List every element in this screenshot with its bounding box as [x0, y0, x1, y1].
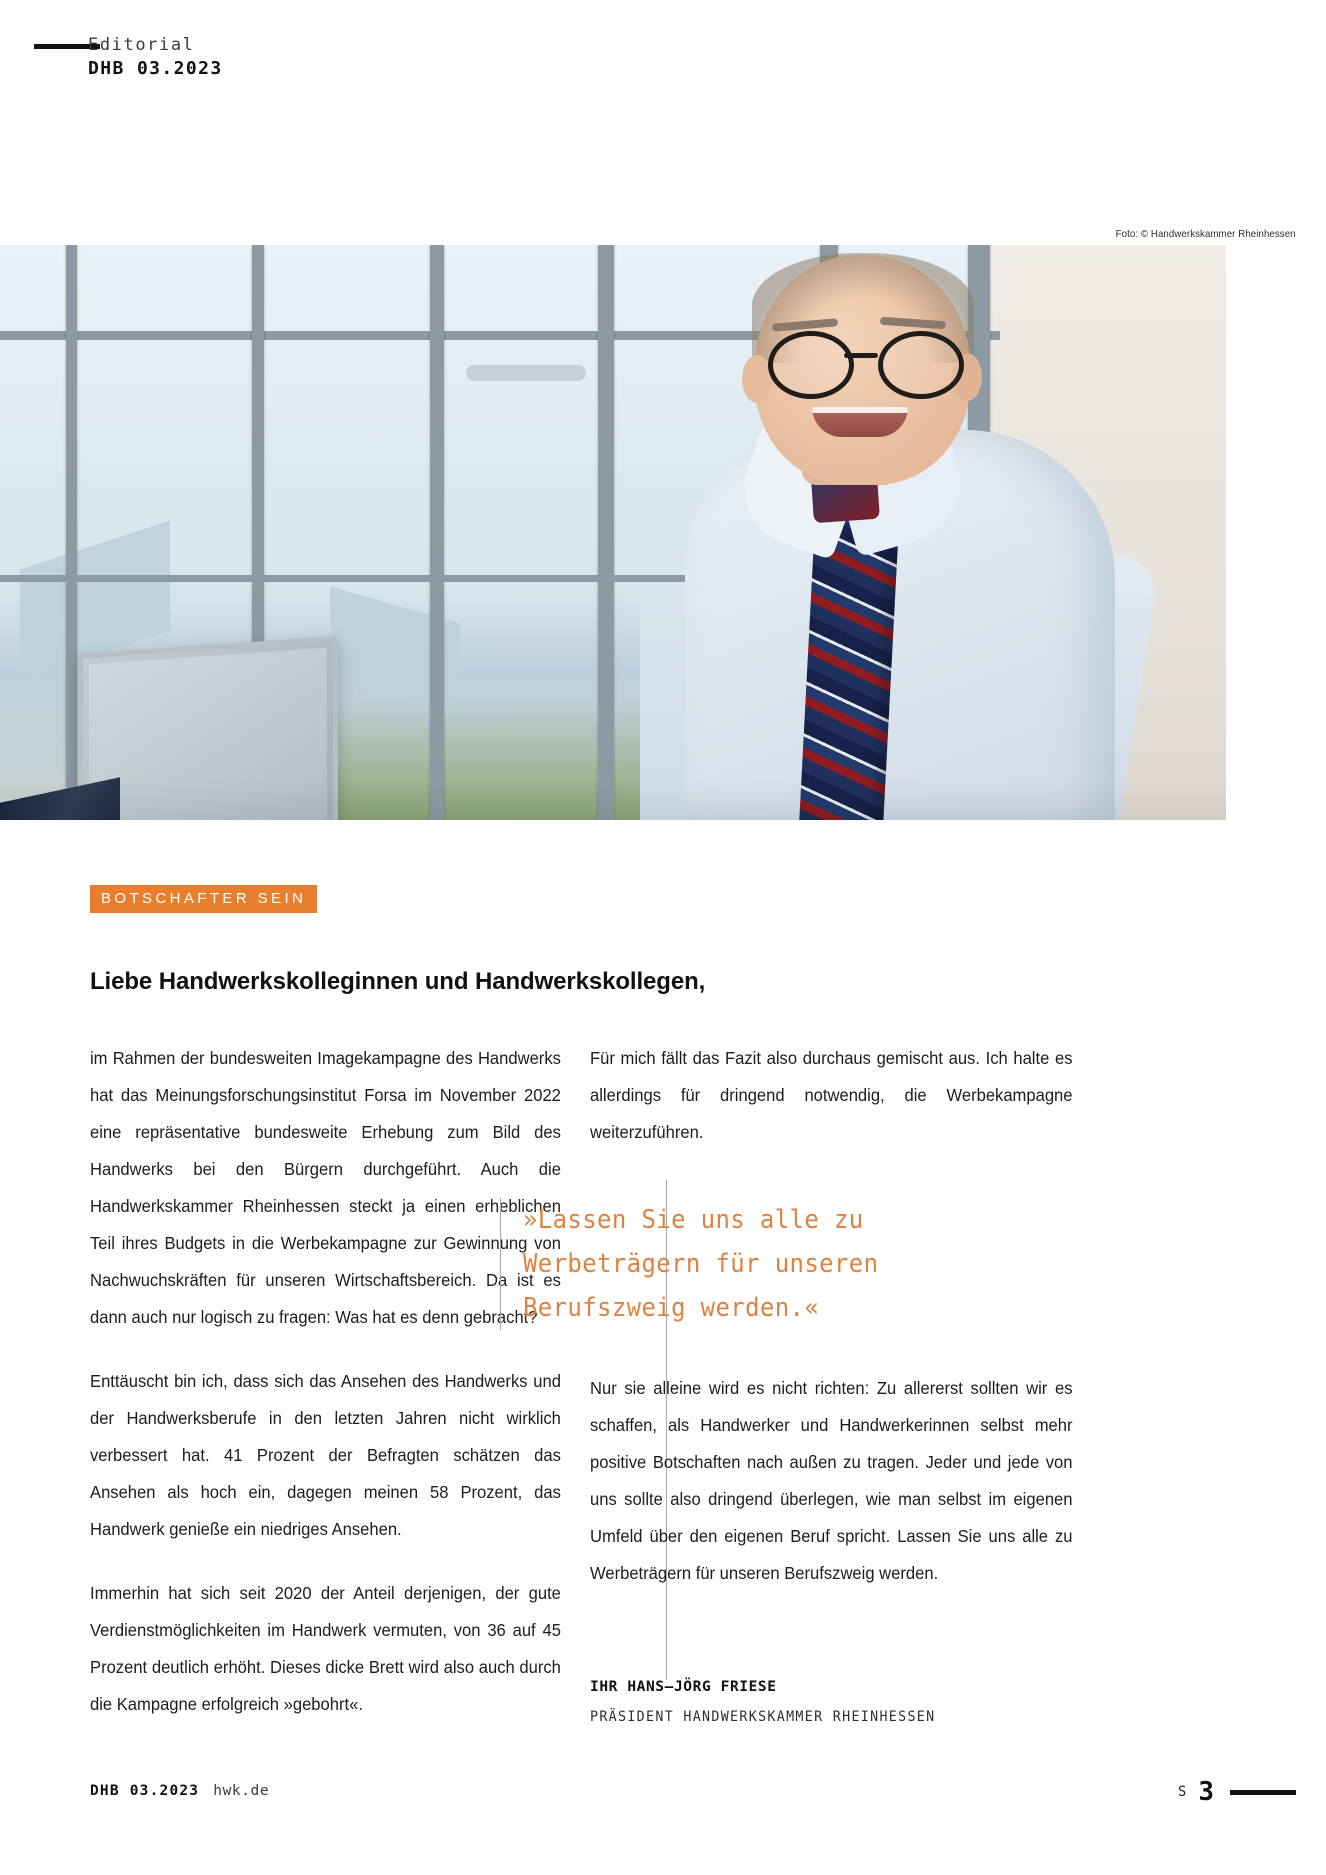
page-header: [0, 34, 1326, 94]
window-mullion: [66, 245, 77, 820]
signature-name: IHR HANS–JÖRG FRIESE: [590, 1679, 777, 1695]
paragraph: Enttäuscht bin ich, dass sich das Ansehen des Handwerks und der Handwerksberufe in den letzten Jahren nicht wirklich verbessert hat. 41 Prozent der Befragten schätzen das Ansehen als hoch ein, dagegen meinen 58 Prozent, das Handwerk genieße ein niedriges Ansehen.: [90, 1371, 561, 1539]
paragraph: Für mich fällt das Fazit also durchaus gemischt aus. Ich halte es allerdings für dringend notwendig, die Werbekampagne weiterzuführen.: [590, 1048, 1073, 1142]
page-footer: [0, 1777, 1326, 1813]
photo-credit: Foto: © Handwerkskammer Rheinhessen: [1115, 228, 1296, 240]
section-badge: BOTSCHAFTER SEIN: [90, 885, 317, 913]
eyeglass-lens-right: [878, 331, 964, 399]
photo-bottom-shading: [0, 780, 1226, 820]
paragraph: Immerhin hat sich seit 2020 der Anteil derjenigen, der gute Verdienstmöglichkeiten im Handwerk vermuten, von 36 auf 45 Prozent deutlich erhöht. Dieses dicke Brett wird also auch durch die Kampagne erfolgreich »gebohrt«.: [90, 1583, 561, 1714]
eyeglass-bridge: [844, 353, 878, 358]
signature-block: [590, 1672, 1150, 1732]
article-columns: [90, 1040, 1236, 1720]
hero-photo: [0, 245, 1226, 820]
page-prefix: S: [1177, 1784, 1187, 1800]
person-smile: [812, 407, 908, 437]
paragraph: Nur sie alleine wird es nicht richten: Zu allererst sollten wir es schaffen, als Handwerker und Handwerkerinnen selbst mehr positive Botschaften nach außen zu tragen. Jeder und jede von uns sollte also dringend überlegen, wie man selbst im eigenen Umfeld über den eigenen Beruf spricht. Lassen Sie uns alle zu Werbeträgern für unseren Berufszweig werden.: [590, 1378, 1073, 1583]
page-number: 3: [1198, 1777, 1214, 1807]
section-kicker: Editorial: [88, 35, 195, 55]
hero-photo-scene: [0, 245, 1226, 820]
footer-issue-label: DHB 03.2023: [90, 1783, 200, 1799]
footer-right-group: [1178, 1777, 1296, 1807]
pull-quote-text: »Lassen Sie uns alle zu Werbeträgern für unseren Berufszweig werden.«: [523, 1205, 879, 1323]
footer-rule: [1230, 1790, 1296, 1795]
footer-url[interactable]: hwk.de: [213, 1783, 270, 1799]
signature-role: PRÄSIDENT HANDWERKSKAMMER RHEINHESSEN: [590, 1709, 936, 1725]
left-column: [90, 1040, 578, 1723]
footer-left-group: [90, 1783, 269, 1799]
header-text-group: [88, 34, 223, 82]
window-mullion: [430, 245, 444, 820]
eyeglass-lens-left: [768, 331, 854, 399]
paragraph: im Rahmen der bundesweiten Imagekampagne des Handwerks hat das Meinungsforschungsinstitut Forsa im November 2022 eine repräsentative bundesweite Erhebung zum Bild des Handwerks bei den Bürgern durchgeführt. Auch die Handwerkskammer Rheinhessen steckt ja einen erheblichen Teil ihres Budgets in die Werbekampagne zur Gewinnung von Nachwuchskräften für unseren Wirtschaftsbereich. Da ist es dann auch nur logisch zu fragen: Was hat es denn gebracht?: [90, 1048, 561, 1327]
issue-label: DHB 03.2023: [88, 58, 223, 79]
person-portrait: [520, 245, 1080, 820]
pull-quote: [500, 1198, 1043, 1330]
eyeglasses: [760, 331, 972, 391]
article-headline: Liebe Handwerkskolleginnen und Handwerkskollegen,: [90, 968, 706, 995]
